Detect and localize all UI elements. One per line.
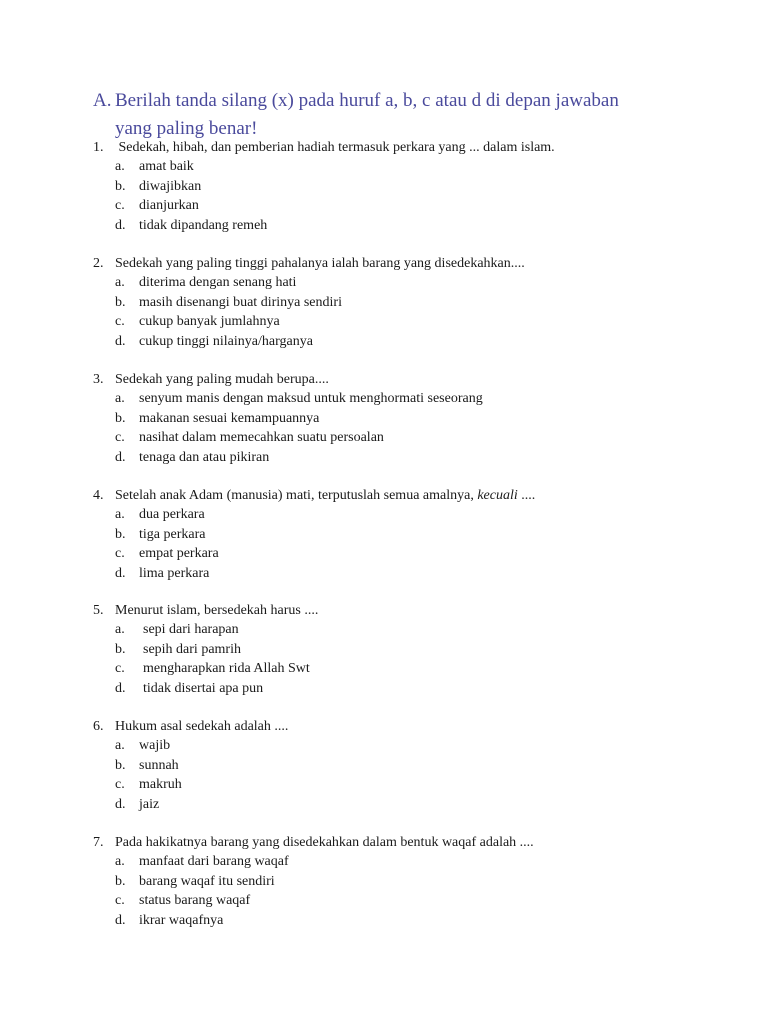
question-number: 6. [93, 719, 104, 734]
option-letter: b. [115, 873, 126, 889]
option-letter: c. [115, 893, 125, 909]
option-letter: d. [115, 680, 126, 696]
question-2 [93, 254, 713, 351]
option-letter: b. [115, 410, 126, 426]
option-c[interactable] [115, 775, 713, 794]
option-text: barang waqaf itu sendiri [139, 873, 275, 889]
option-letter: a. [115, 622, 125, 638]
option-letter: a. [115, 854, 125, 870]
option-text: jaiz [139, 796, 160, 812]
option-letter: b. [115, 178, 126, 194]
question-text: Menurut islam, bersedekah harus .... [115, 603, 319, 618]
option-letter: d. [115, 217, 126, 233]
option-a[interactable] [115, 736, 713, 755]
option-text: dua perkara [139, 507, 205, 523]
option-b[interactable] [115, 525, 713, 544]
option-text: manfaat dari barang waqaf [139, 854, 289, 870]
option-letter: d. [115, 333, 126, 349]
question-text: Hukum asal sedekah adalah .... [115, 719, 289, 734]
option-b[interactable] [115, 177, 713, 196]
option-a[interactable] [115, 389, 713, 408]
question-text: Sedekah yang paling tinggi pahalanya ialah barang yang disedekahkan.... [115, 256, 525, 271]
option-list [93, 505, 713, 583]
option-list [93, 852, 713, 930]
option-c[interactable] [115, 659, 713, 678]
option-c[interactable] [115, 312, 713, 331]
option-text: dianjurkan [139, 198, 199, 214]
option-d[interactable] [115, 911, 713, 930]
option-text: cukup tinggi nilainya/harganya [139, 333, 313, 349]
option-text: tenaga dan atau pikiran [139, 449, 270, 465]
instruction-text-1: Berilah tanda silang (x) pada huruf a, b, c atau d di depan jawaban [115, 90, 619, 111]
option-d[interactable] [115, 564, 713, 583]
question-stem [93, 138, 713, 157]
option-b[interactable] [115, 872, 713, 891]
option-letter: c. [115, 430, 125, 446]
question-number: 3. [93, 372, 104, 387]
question-6 [93, 717, 713, 814]
question-3 [93, 370, 713, 467]
question-text-tail: .... [517, 488, 536, 503]
question-number: 1. [93, 140, 104, 155]
option-c[interactable] [115, 891, 713, 910]
option-letter: b. [115, 757, 126, 773]
option-letter: c. [115, 198, 125, 214]
option-text: tidak dipandang remeh [139, 217, 268, 233]
option-text: makanan sesuai kemampuannya [139, 410, 320, 426]
question-text: Setelah anak Adam (manusia) mati, terputuslah semua amalnya, [115, 488, 478, 503]
question-text-italic: kecuali [477, 488, 518, 503]
instruction-line-2: yang paling benar! [115, 118, 258, 139]
option-letter: d. [115, 449, 126, 465]
option-text: sepih dari pamrih [143, 641, 241, 657]
option-b[interactable] [115, 409, 713, 428]
question-7 [93, 833, 713, 930]
question-stem [93, 833, 713, 852]
option-text: ikrar waqafnya [139, 912, 224, 928]
option-text: cukup banyak jumlahnya [139, 314, 280, 330]
option-letter: b. [115, 526, 126, 542]
question-stem [93, 486, 713, 505]
option-list [93, 620, 713, 698]
question-number: 5. [93, 603, 104, 618]
option-d[interactable] [115, 795, 713, 814]
question-number: 4. [93, 488, 104, 503]
option-text: sepi dari harapan [143, 622, 239, 638]
option-b[interactable] [115, 640, 713, 659]
option-text: nasihat dalam memecahkan suatu persoalan [139, 430, 384, 446]
option-text: diterima dengan senang hati [139, 275, 297, 291]
option-letter: a. [115, 159, 125, 175]
question-stem [93, 601, 713, 620]
question-stem [93, 370, 713, 389]
option-letter: c. [115, 661, 125, 677]
option-list [93, 157, 713, 235]
option-d[interactable] [115, 216, 713, 235]
option-text: lima perkara [139, 565, 210, 581]
question-stem [93, 254, 713, 273]
option-letter: a. [115, 391, 125, 407]
option-list [93, 389, 713, 467]
option-letter: d. [115, 796, 126, 812]
option-letter: a. [115, 738, 125, 754]
option-a[interactable] [115, 273, 713, 292]
option-text: wajib [139, 738, 171, 754]
option-letter: c. [115, 546, 125, 562]
option-letter: d. [115, 912, 126, 928]
option-letter: b. [115, 641, 126, 657]
option-a[interactable] [115, 157, 713, 176]
section-instruction [93, 87, 693, 143]
option-letter: c. [115, 777, 125, 793]
question-stem [93, 717, 713, 736]
section-letter: A. [93, 90, 112, 111]
question-number: 7. [93, 835, 104, 850]
option-list [93, 273, 713, 351]
option-text: masih disenangi buat dirinya sendiri [139, 294, 342, 310]
option-d[interactable] [115, 679, 713, 698]
option-a[interactable] [115, 620, 713, 639]
instruction-line-1 [93, 87, 693, 115]
question-1 [93, 138, 713, 235]
option-b[interactable] [115, 756, 713, 775]
option-text: mengharapkan rida Allah Swt [143, 661, 310, 677]
option-letter: a. [115, 275, 125, 291]
option-text: tidak disertai apa pun [143, 680, 264, 696]
option-text: status barang waqaf [139, 893, 251, 909]
question-number: 2. [93, 256, 104, 271]
option-text: sunnah [139, 757, 179, 773]
option-text: amat baik [139, 159, 194, 175]
option-d[interactable] [115, 448, 713, 467]
option-text: makruh [139, 777, 182, 793]
option-letter: d. [115, 565, 126, 581]
option-letter: a. [115, 507, 125, 523]
option-text: diwajibkan [139, 178, 202, 194]
option-c[interactable] [115, 544, 713, 563]
option-c[interactable] [115, 196, 713, 215]
option-a[interactable] [115, 505, 713, 524]
question-4 [93, 486, 713, 583]
option-text: tiga perkara [139, 526, 206, 542]
question-5 [93, 601, 713, 698]
option-d[interactable] [115, 332, 713, 351]
question-text: Sedekah, hibah, dan pemberian hadiah termasuk perkara yang ... dalam islam. [115, 140, 555, 155]
option-text: empat perkara [139, 546, 219, 562]
question-text: Pada hakikatnya barang yang disedekahkan dalam bentuk waqaf adalah .... [115, 835, 534, 850]
option-b[interactable] [115, 293, 713, 312]
question-text: Sedekah yang paling mudah berupa.... [115, 372, 329, 387]
option-text: senyum manis dengan maksud untuk menghormati seseorang [139, 391, 483, 407]
option-letter: c. [115, 314, 125, 330]
option-list [93, 736, 713, 814]
option-letter: b. [115, 294, 126, 310]
option-a[interactable] [115, 852, 713, 871]
option-c[interactable] [115, 428, 713, 447]
